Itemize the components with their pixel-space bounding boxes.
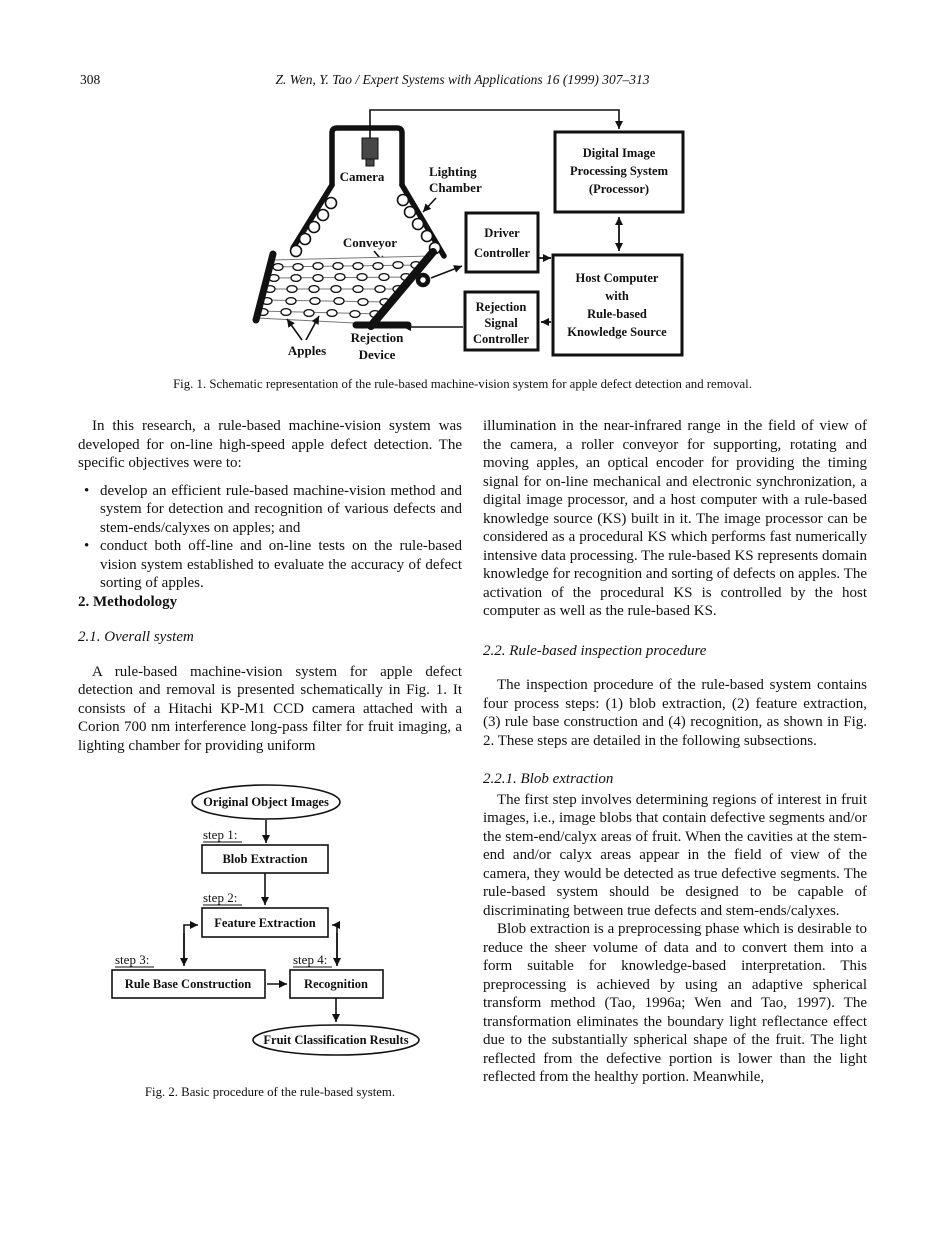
- paragraph: A rule-based machine-vision system for apple defect detection and removal is presented schematically in Fig. 1. It consists of a Hitachi KP-M1 CCD camera attached with a Corion 700 nm interference long-pass filter for fruit imaging, a lighting chamber for providing uniform: [78, 663, 462, 754]
- svg-text:Host Computer: Host Computer: [575, 271, 659, 285]
- paragraph: In this research, a rule-based machine-vision system was developed for on-line high-speed apple defect detection. The specific objectives were to:: [78, 418, 462, 471]
- svg-text:with: with: [605, 289, 629, 303]
- figure1-caption: Fig. 1. Schematic representation of the rule-based machine-vision system for apple defect detection and removal.: [173, 377, 752, 391]
- svg-text:Controller: Controller: [472, 332, 530, 346]
- list-item: [78, 537, 462, 593]
- step1-node: [202, 845, 328, 873]
- processor-box: [555, 132, 683, 212]
- section-heading: 2. Methodology: [78, 593, 178, 610]
- paragraph: The inspection procedure of the rule-based system contains four process steps: (1) blob extraction, (2) feature extraction, (3) rule base construction and (4) recognition, as shown in Fig. 2. These steps are detailed in the following subsections.: [483, 677, 867, 749]
- subsection-heading: 2.1. Overall system: [78, 629, 194, 645]
- svg-text:Rule Base Construction: Rule Base Construction: [124, 977, 252, 991]
- right-column: [483, 417, 867, 1087]
- apples-pointer-arrow-left: [287, 319, 302, 340]
- svg-text:Fruit Classification Results: Fruit Classification Results: [263, 1033, 409, 1047]
- svg-text:Feature Extraction: Feature Extraction: [214, 916, 316, 930]
- lighting-chamber-label-line1: Lighting: [429, 164, 477, 179]
- objectives-list: [78, 482, 462, 593]
- left-column: [78, 417, 462, 1101]
- host-computer-box: [553, 255, 682, 355]
- apples-label: Apples: [287, 343, 327, 358]
- rejection-device-label-line2: Device: [358, 347, 396, 362]
- lighting-chamber-pointer-arrow: [423, 198, 436, 212]
- svg-text:Original Object Images: Original Object Images: [203, 795, 329, 809]
- svg-text:Rejection: Rejection: [475, 300, 527, 314]
- list-item: [78, 482, 462, 538]
- figure2-flowchart: [90, 775, 462, 1071]
- svg-text:Signal: Signal: [484, 316, 518, 330]
- subsubsection-heading: 2.2.1. Blob extraction: [483, 771, 614, 787]
- step3-node: [112, 970, 265, 998]
- bullet-icon: •: [84, 538, 90, 554]
- camera-label: Camera: [339, 169, 385, 184]
- svg-text:(Processor): (Processor): [588, 182, 650, 196]
- svg-text:Controller: Controller: [473, 246, 531, 260]
- page-number: 308: [80, 72, 101, 87]
- svg-text:Recognition: Recognition: [304, 977, 368, 991]
- svg-text:Knowledge Source: Knowledge Source: [567, 325, 667, 339]
- step4-label: step 4:: [293, 952, 328, 967]
- svg-text:Blob Extraction: Blob Extraction: [222, 852, 308, 866]
- paragraph: illumination in the near-infrared range in the field of view of the camera, a roller conveyor for supporting, rotating and moving apples, an optical encoder for providing the timing signal for on-line mechanical and electronic synchronization, a digital image processor, and a host computer with a rule-based knowledge source (KS) built in it. The image processor can be considered as a procedural KS which performs fast numerically intensive data processing. The rule-based KS represents domain knowledge for recognition and sorting of defects on apples. The activation of the procedural KS is controlled by the host computer as well as the rule-based KS.: [483, 418, 867, 619]
- svg-text:Rule-based: Rule-based: [587, 307, 647, 321]
- paragraph: The first step involves determining regions of interest in fruit images, i.e., image blobs that contain defective segments and/or the stem-end/calyx areas of fruit. When the cavities at the stem-end and/or calyx areas appear in the field of view of the camera, they would be detected as true defective segments. The rule-based system should be designed to be capable of discriminating between true defects and stem-ends/calyxes.: [483, 791, 867, 919]
- step4-node: [290, 970, 383, 998]
- svg-text:Driver: Driver: [484, 226, 520, 240]
- camera-icon: [362, 138, 378, 166]
- svg-text:Digital Image: Digital Image: [582, 146, 656, 160]
- svg-text:Processing System: Processing System: [569, 164, 669, 178]
- encoder-to-driver-arrow: [431, 266, 462, 278]
- step1-label: step 1:: [203, 827, 238, 842]
- connector-step2-step3: [184, 925, 198, 963]
- step3-label: step 3:: [115, 952, 150, 967]
- rejection-signal-controller-box: [465, 292, 538, 350]
- lighting-chamber-label-line2: Chamber: [429, 180, 482, 195]
- end-node: [253, 1025, 419, 1055]
- bullet-icon: •: [84, 482, 90, 499]
- paragraph: Blob extraction is a preprocessing phase which is desirable to reduce the sheer volume of data and to convert them into a form suitable for knowledge-based interpretation. This preprocessing is achieved by using an adaptive spherical transform method (Tao, 1996a; Wen and Tao, 1997). The transformation eliminates the boundary light reflectance effect due to the substantially spherical shape of the fruit. The light reflected from the defective portion is lower than the light reflected from the healthy portion. Meanwhile,: [483, 921, 867, 1085]
- running-head: Z. Wen, Y. Tao / Expert Systems with Applications 16 (1999) 307–313: [275, 72, 650, 87]
- figure2-caption: Fig. 2. Basic procedure of the rule-based system.: [144, 1084, 396, 1099]
- step2-label: step 2:: [203, 890, 238, 905]
- encoder-icon: [418, 275, 428, 285]
- subsection-heading: 2.2. Rule-based inspection procedure: [483, 642, 707, 659]
- start-node: [192, 785, 340, 819]
- figure1-diagram: [250, 108, 690, 368]
- step2-node: [202, 908, 328, 937]
- rejection-device-label-line1: Rejection: [350, 330, 404, 345]
- list-item-text: conduct both off-line and on-line tests on the rule-based vision system established to evaluate the accuracy of defect sorting of apples.: [100, 538, 462, 591]
- list-item-text: develop an efficient rule-based machine-vision method and system for detection and recognition of various defects and stem-ends/calyxes on apples; and: [100, 482, 462, 536]
- driver-controller-box: [466, 213, 538, 272]
- conveyor-label: Conveyor: [342, 235, 398, 250]
